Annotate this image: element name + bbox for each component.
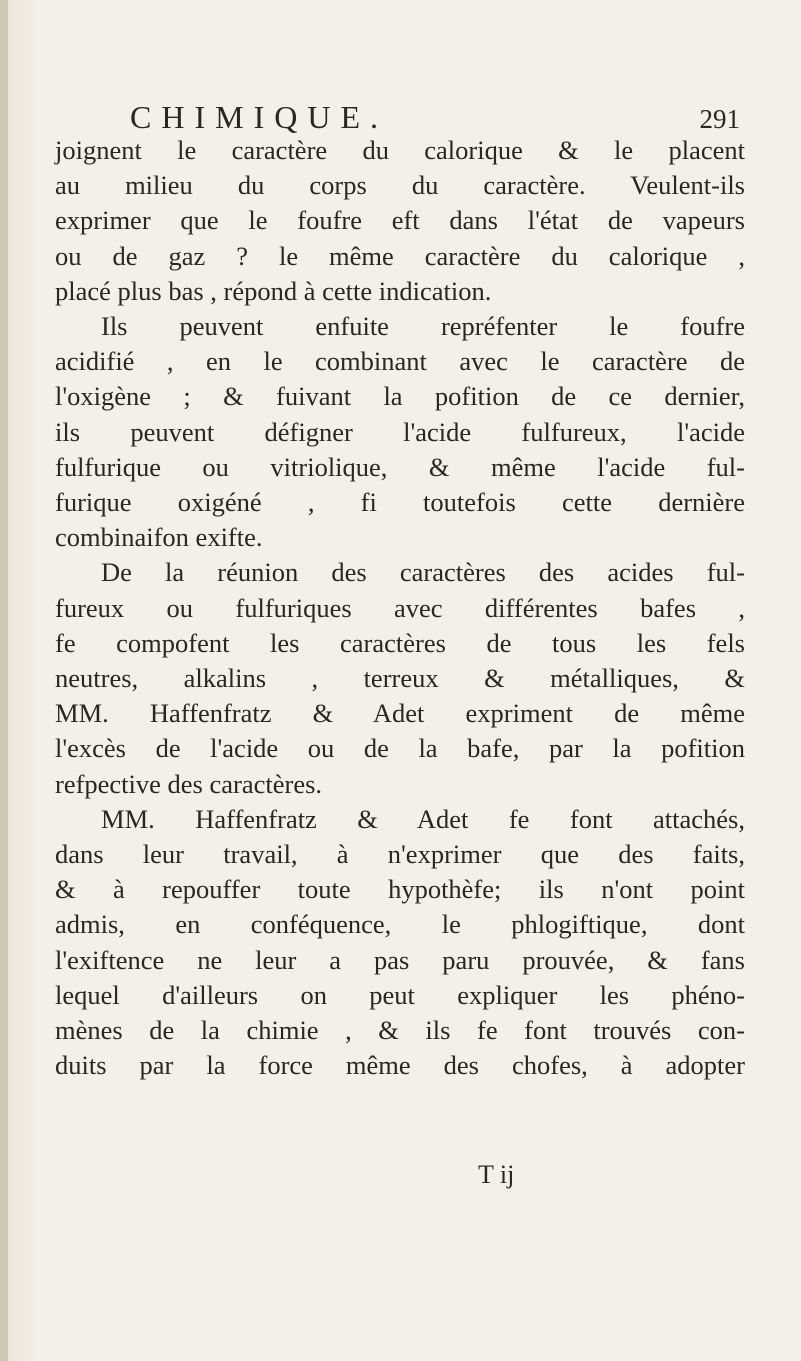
running-title: CHIMIQUE. — [130, 99, 388, 135]
signature-mark: T ij — [478, 1160, 515, 1189]
text-line: De la réunion des caractères des acides ful- — [101, 557, 745, 588]
text-line: l'exiftence ne leur a pas paru prouvée, & fans — [55, 944, 745, 975]
text-line: ou de gaz ? le même caractère du calorique , — [55, 240, 745, 271]
text-line: neutres, alkalins , terreux & métalliques, & — [55, 663, 745, 694]
text-line: placé plus bas , répond à cette indication. — [55, 275, 492, 306]
text-line: l'oxigène ; & fuivant la pofition de ce dernier, — [55, 381, 745, 412]
text-line: combinaifon exifte. — [55, 522, 263, 553]
text-line: furique oxigéné , fi toutefois cette dernière — [55, 487, 745, 518]
text-line: lequel d'ailleurs on peut expliquer les phéno- — [55, 979, 745, 1010]
text-line: l'excès de l'acide ou de la bafe, par la pofition — [55, 733, 745, 764]
text-line: admis, en conféquence, le phlogiftique, dont — [55, 909, 745, 940]
text-line: dans leur travail, à n'exprimer que des faits, — [55, 839, 745, 870]
text-line: mènes de la chimie , & ils fe font trouvés con- — [55, 1015, 745, 1046]
text-line: Ils peuvent enfuite repréfenter le foufre — [101, 311, 745, 342]
text-line: exprimer que le foufre eft dans l'état de vapeurs — [55, 205, 745, 236]
text-line: MM. Haffenfratz & Adet fe font attachés, — [101, 803, 745, 834]
text-line: MM. Haffenfratz & Adet expriment de même — [55, 698, 745, 729]
text-line: fe compofent les caractères de tous les fels — [55, 627, 745, 658]
text-line: fulfurique ou vitriolique, & même l'acide ful- — [55, 451, 745, 482]
text-line: au milieu du corps du caractère. Veulent-ils — [55, 170, 745, 201]
page-gutter-shadow — [0, 0, 8, 1361]
page-number: 291 — [699, 104, 740, 134]
text-line: duits par la force même des chofes, à adopter — [55, 1050, 745, 1081]
text-line: joignent le caractère du calorique & le placent — [55, 135, 745, 165]
text-line: ils peuvent défigner l'acide fulfureux, l'acide — [55, 416, 745, 447]
text-line: & à repouffer toute hypothèfe; ils n'ont point — [55, 874, 745, 905]
body-text — [55, 133, 745, 1083]
text-line: acidifié , en le combinant avec le caractère de — [55, 346, 745, 377]
text-line: fureux ou fulfuriques avec différentes bafes , — [55, 592, 745, 623]
text-line: refpective des caractères. — [55, 768, 323, 799]
